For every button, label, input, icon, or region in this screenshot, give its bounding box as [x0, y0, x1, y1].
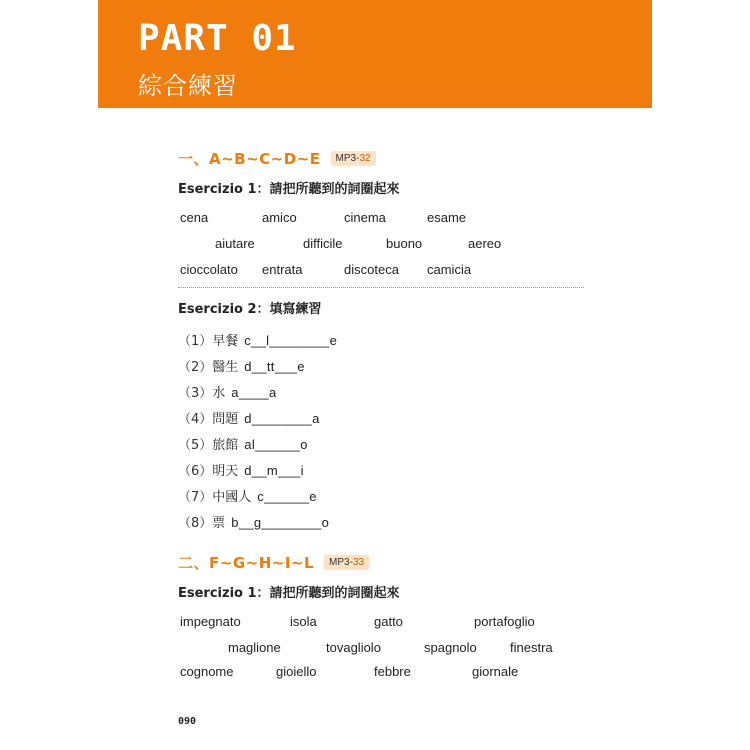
word-item: impegnato: [180, 614, 241, 629]
item-pattern: d__m___i: [244, 463, 304, 478]
word-item: aiutare: [215, 236, 255, 251]
item-chinese: 早餐: [212, 334, 239, 349]
word-item: febbre: [374, 664, 411, 679]
part-subtitle: 綜合練習: [138, 72, 238, 100]
exercise-2-title: Esercizio 2：填寫練習: [178, 302, 322, 317]
item-number: （6）: [178, 464, 213, 479]
section-1-heading: [178, 148, 376, 169]
word-item: tovagliolo: [326, 640, 381, 655]
item-pattern: c______e: [257, 489, 317, 504]
mp3-prefix: MP3-: [335, 153, 360, 164]
word-item: difficile: [303, 236, 343, 251]
word-item: gatto: [374, 614, 403, 629]
word-item: buono: [386, 236, 423, 251]
workbook-page: [98, 0, 652, 750]
word-item: maglione: [228, 640, 281, 655]
word-item: giornale: [472, 664, 519, 679]
item-pattern: a____a: [231, 385, 277, 400]
mp3-track-number: 32: [359, 153, 371, 164]
word-item: spagnolo: [424, 640, 477, 655]
item-number: （8）: [178, 516, 213, 531]
item-pattern: al______o: [244, 437, 308, 452]
word-item: cena: [180, 210, 209, 225]
mp3-prefix: MP3-: [329, 557, 353, 568]
item-pattern: d________a: [244, 411, 320, 426]
item-number: （7）: [178, 490, 213, 505]
item-number: （2）: [178, 360, 213, 375]
word-item: aereo: [468, 236, 502, 251]
fill-in-item: [178, 486, 317, 505]
fill-in-item: [178, 408, 320, 427]
word-item: portafoglio: [474, 614, 535, 629]
section-2-title: 二、F~G~H~I~L: [178, 554, 315, 572]
fill-in-item: [178, 330, 337, 349]
part-header: [98, 0, 652, 108]
item-chinese: 票: [212, 516, 226, 531]
word-item: camicia: [427, 262, 472, 277]
fill-in-item: [178, 460, 304, 479]
exercise-1-title: Esercizio 1：請把所聽到的詞圈起來: [178, 586, 400, 601]
part-title: PART 01: [138, 18, 297, 59]
item-chinese: 明天: [212, 464, 239, 479]
item-number: （3）: [178, 386, 213, 401]
word-item: cinema: [344, 210, 386, 225]
item-number: （4）: [178, 412, 213, 427]
section-1-title: 一、A~B~C~D~E: [178, 150, 321, 168]
word-item: isola: [290, 614, 317, 629]
fill-in-item: [178, 512, 329, 531]
fill-in-item: [178, 356, 305, 375]
fill-in-item: [178, 434, 308, 453]
exercise-1-title: Esercizio 1：請把所聽到的詞圈起來: [178, 182, 400, 197]
word-item: discoteca: [344, 262, 399, 277]
mp3-track-number: 33: [352, 557, 365, 568]
item-chinese: 旅館: [212, 438, 239, 453]
divider: [178, 287, 584, 288]
page-number: 090: [178, 716, 197, 727]
word-item: finestra: [510, 640, 553, 655]
item-number: （5）: [178, 438, 213, 453]
item-pattern: d__tt___e: [244, 359, 305, 374]
mp3-badge: [324, 555, 369, 570]
fill-in-item: [178, 382, 276, 401]
item-chinese: 中國人: [212, 490, 252, 505]
item-chinese: 醫生: [212, 360, 239, 375]
word-item: gioiello: [276, 664, 317, 679]
item-pattern: b__g________o: [231, 515, 330, 530]
item-chinese: 問題: [212, 412, 239, 427]
mp3-badge: [331, 151, 376, 166]
word-item: cioccolato: [180, 262, 238, 277]
word-item: amico: [262, 210, 297, 225]
item-chinese: 水: [212, 386, 226, 401]
word-item: cognome: [180, 664, 234, 679]
section-2-heading: [178, 552, 369, 573]
item-number: （1）: [178, 334, 213, 349]
word-item: esame: [427, 210, 467, 225]
item-pattern: c__l________e: [244, 333, 338, 348]
word-item: entrata: [262, 262, 303, 277]
